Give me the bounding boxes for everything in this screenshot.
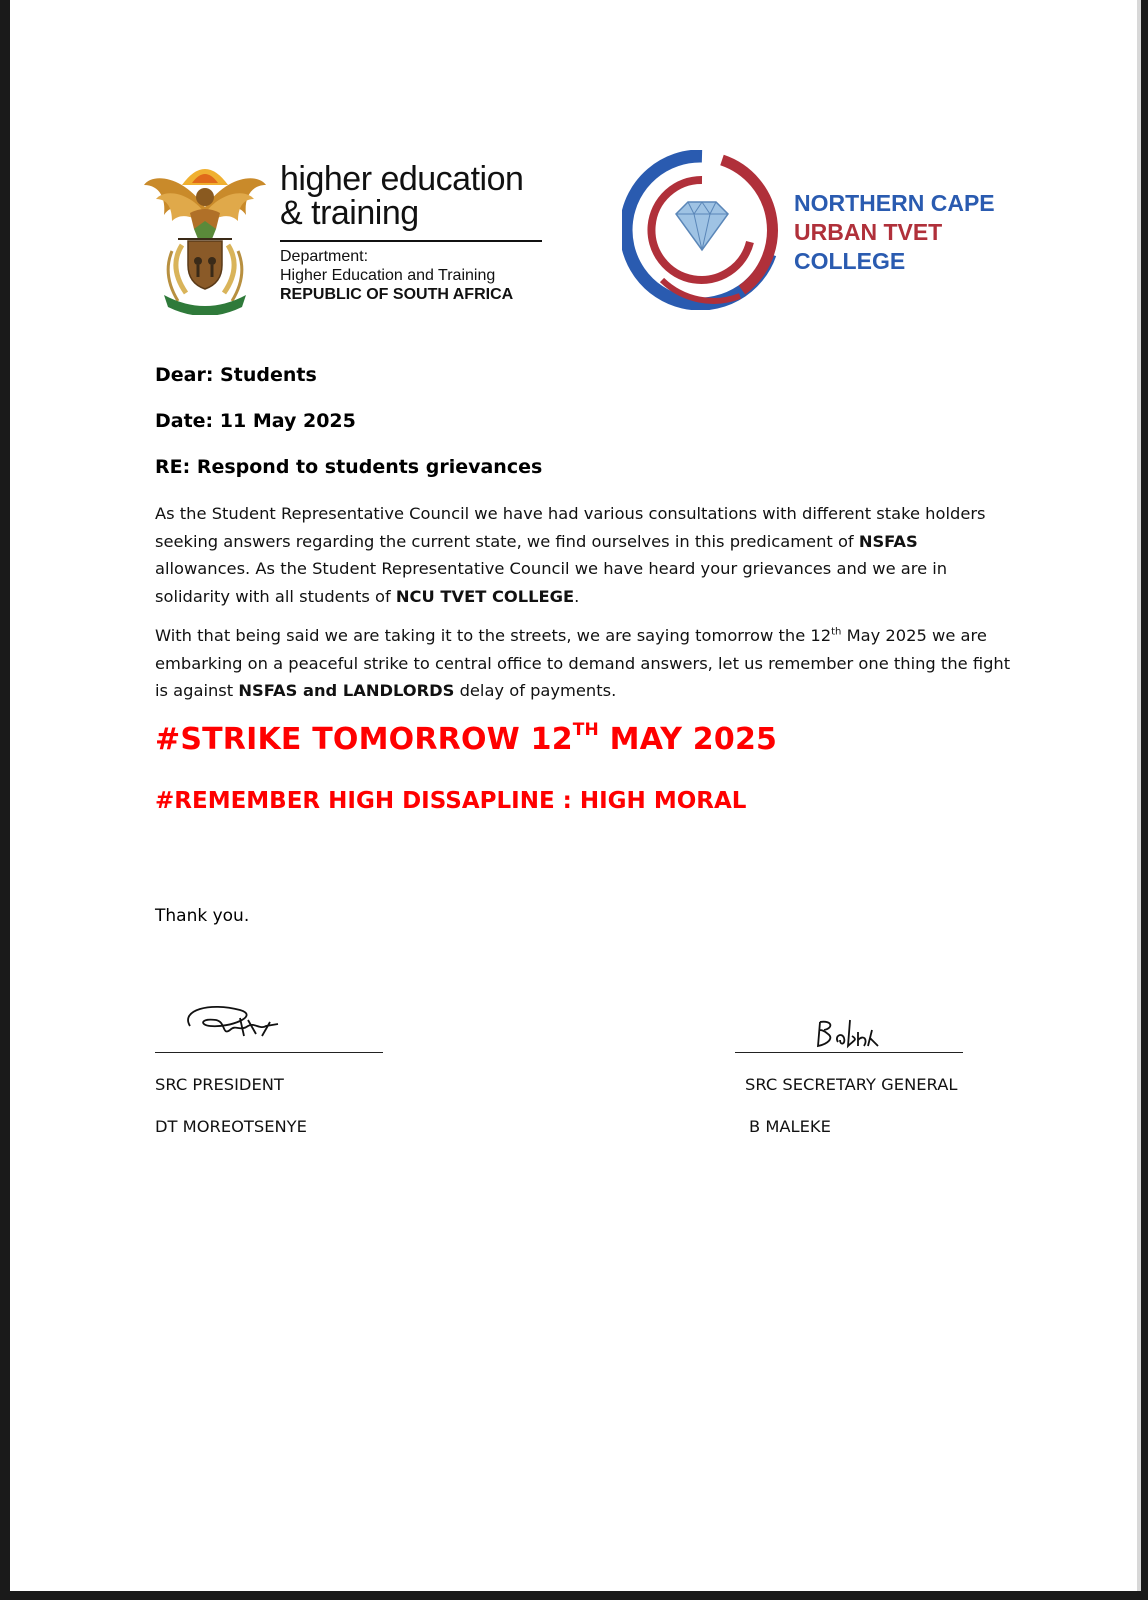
secretary-role: SRC SECRETARY GENERAL	[745, 1075, 958, 1094]
president-role: SRC PRESIDENT	[155, 1075, 284, 1094]
letter-page	[10, 0, 1141, 1591]
paragraph-1	[155, 500, 1015, 610]
signature-president	[170, 996, 300, 1056]
paragraph-2-bold: NSFAS and LANDLORDS	[238, 681, 455, 700]
paragraph-1-bold-a: NSFAS	[858, 531, 918, 551]
paragraph-1-text-a: As the Student Representative Council we have had various consultations with different stake holders seeking answers regarding the current state, we find ourselves in this predicament of	[155, 504, 986, 551]
department-details	[280, 247, 513, 304]
president-name: DT MOREOTSENYE	[155, 1117, 307, 1136]
department-country: REPUBLIC OF SOUTH AFRICA	[280, 286, 514, 303]
strike-heading-pre: #STRIKE TOMORROW 12	[155, 722, 573, 757]
paragraph-2-text-c: delay of payments.	[454, 681, 617, 700]
college-name-line1: NORTHERN CAPE	[794, 190, 995, 216]
paragraph-2-text-a: With that being said we are taking it to the streets, we are saying tomorrow the 12	[155, 626, 832, 645]
signature-line-president	[155, 1052, 383, 1053]
letter-date: Date: 11 May 2025	[155, 410, 356, 432]
remember-heading: #REMEMBER HIGH DISSAPLINE : HIGH MORAL	[155, 788, 747, 814]
paragraph-1-text-c: .	[574, 586, 580, 606]
letter-subject: RE: Respond to students grievances	[155, 456, 543, 478]
secretary-name: B MALEKE	[749, 1117, 831, 1136]
strike-heading	[155, 722, 777, 757]
coat-of-arms-icon	[142, 155, 268, 315]
college-name-line2: URBAN TVET	[794, 219, 943, 245]
department-name: Higher Education and Training	[280, 267, 496, 284]
department-title	[280, 162, 523, 230]
paragraph-2-superscript: th	[831, 626, 842, 638]
department-title-line2: & training	[280, 194, 419, 232]
college-name-line3: COLLEGE	[794, 248, 906, 274]
paragraph-1-bold-b: NCU TVET COLLEGE	[395, 586, 575, 606]
department-divider	[280, 240, 542, 242]
college-logo-icon	[622, 150, 782, 310]
paragraph-2	[155, 622, 1015, 705]
paragraph-2-text-b: May 2025 we are embarking on a peaceful strike to central office to demand answers, let us remember one thing the fight is against	[155, 626, 1011, 700]
paragraph-1-text-b: allowances. As the Student Representative Council we have heard your grievances and we are in solidarity with all students of	[155, 559, 948, 606]
signature-line-secretary	[735, 1052, 963, 1053]
department-title-line1: higher education	[280, 160, 524, 198]
strike-heading-post: MAY 2025	[599, 722, 778, 757]
closing-thanks: Thank you.	[155, 906, 250, 926]
signature-secretary	[806, 1008, 936, 1068]
department-label: Department:	[280, 248, 369, 265]
strike-heading-superscript: TH	[572, 720, 599, 740]
salutation: Dear: Students	[155, 364, 317, 386]
college-name	[794, 189, 995, 276]
